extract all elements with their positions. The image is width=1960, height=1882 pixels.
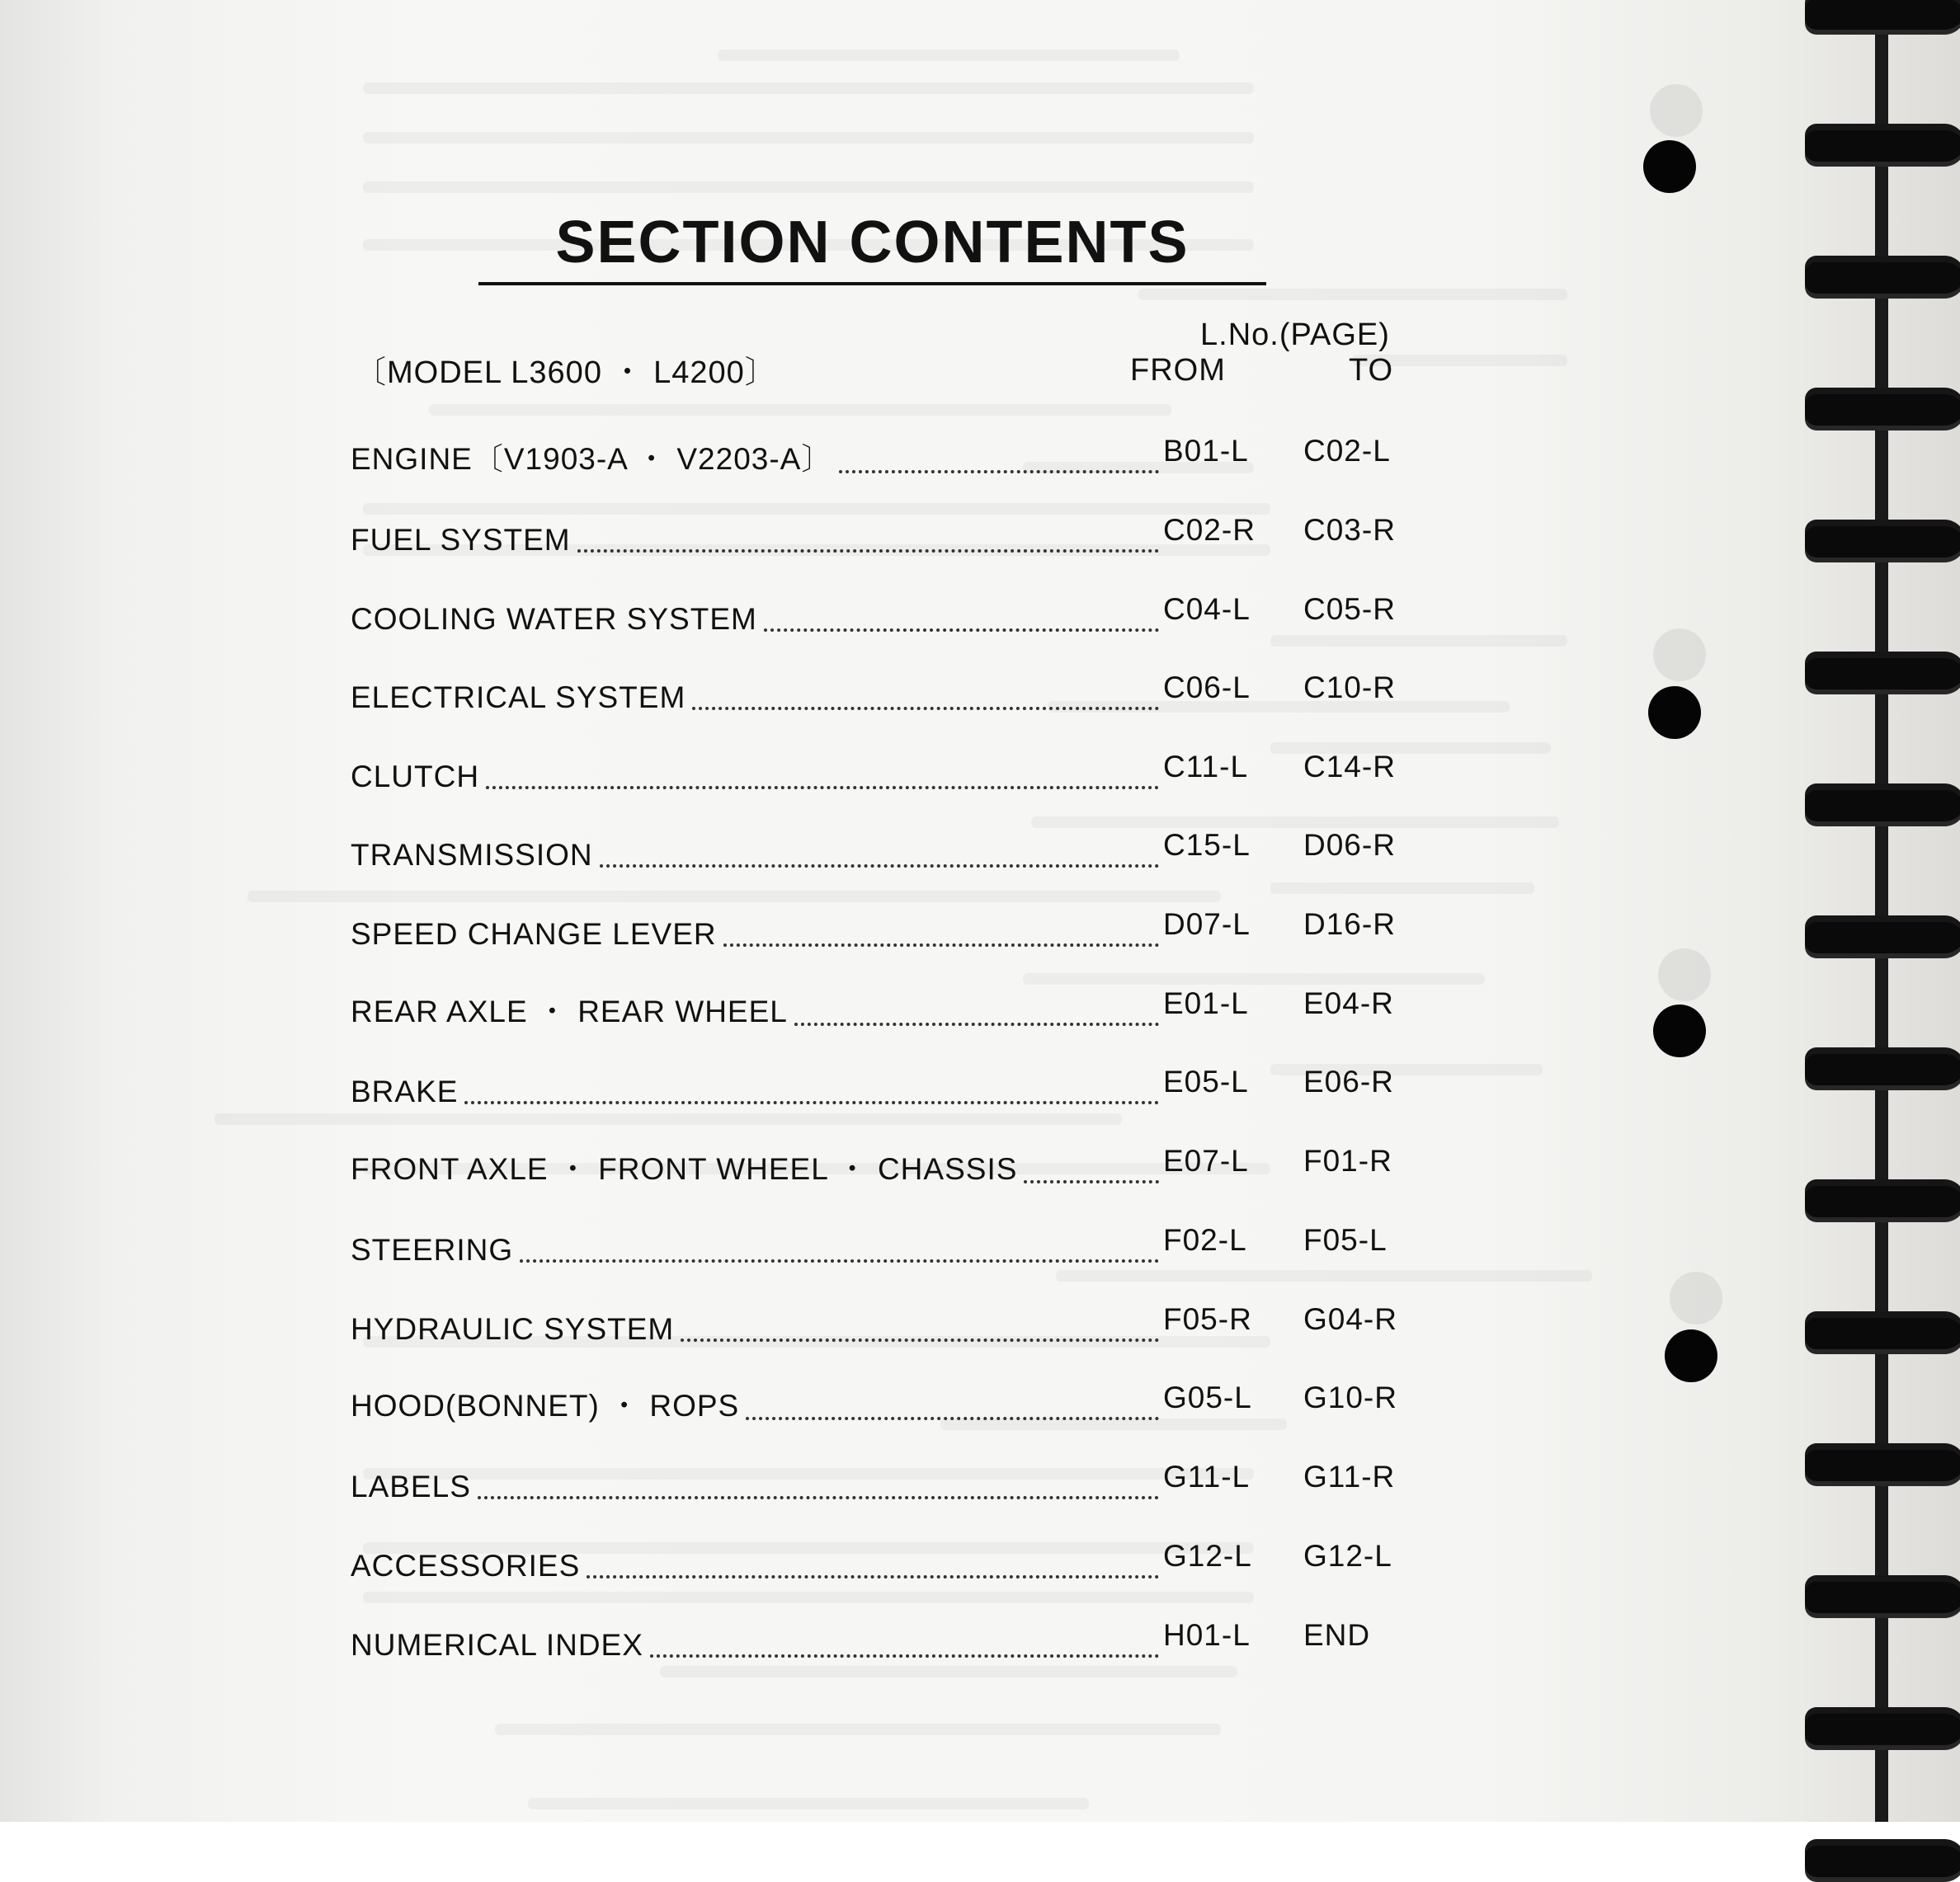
toc-entry: [351, 823, 1439, 873]
toc-entry-from-page: E01-L: [1163, 986, 1249, 1020]
toc-entry-from-page: C06-L: [1163, 670, 1251, 704]
toc-entry: [351, 666, 1439, 715]
toc-entry: [351, 902, 1439, 952]
toc-entry-to-page: G11-R: [1303, 1460, 1396, 1494]
toc-entry-to-page: C03-R: [1303, 513, 1396, 547]
toc-entry-from-page: H01-L: [1163, 1618, 1251, 1652]
bleed-through-line: [1270, 882, 1534, 894]
bleed-through-line: [363, 132, 1254, 144]
toc-entry: [351, 1613, 1439, 1663]
punch-hole: [1643, 140, 1696, 193]
spiral-binding: [1788, 0, 1960, 1822]
bleed-through-line: [247, 891, 1221, 902]
toc-entry-to-page: E04-R: [1303, 986, 1394, 1020]
toc-entry-from-page: C02-R: [1163, 513, 1256, 547]
toc-entry-title: ACCESSORIES: [351, 1549, 581, 1583]
page-heading: SECTION CONTENTS: [555, 209, 1190, 275]
toc-entry-title: LABELS: [351, 1470, 471, 1503]
bleed-through-line: [528, 1798, 1089, 1809]
bleed-through-line: [660, 1666, 1237, 1677]
binding-ring: [1805, 652, 1960, 694]
binding-ring: [1805, 124, 1960, 167]
binding-ring: [1805, 783, 1960, 826]
dot-leader: [486, 786, 1159, 789]
toc-entry-from-page: F02-L: [1163, 1223, 1247, 1257]
dot-leader: [577, 549, 1159, 553]
toc-entry-to-page: F01-R: [1303, 1144, 1392, 1178]
toc-entry-title: FRONT AXLE ・ FRONT WHEEL ・ CHASSIS: [351, 1152, 1018, 1186]
toc-entry: [351, 1376, 1439, 1425]
dot-leader: [520, 1259, 1159, 1263]
toc-entry-from-page: G05-L: [1163, 1381, 1252, 1414]
punch-hole-shadow: [1650, 84, 1703, 137]
dot-leader: [478, 1496, 1159, 1499]
toc-entry-from-page: F05-R: [1163, 1302, 1252, 1336]
toc-entry-title: CLUTCH: [351, 760, 480, 793]
toc-entry: [351, 1139, 1439, 1188]
toc-entry-to-page: E06-R: [1303, 1065, 1394, 1099]
toc-entry: [351, 1534, 1439, 1583]
toc-entry-title: NUMERICAL INDEX: [351, 1628, 643, 1662]
heading-underline: [478, 282, 1266, 285]
bleed-through-line: [1138, 289, 1567, 300]
toc-entry-to-page: D06-R: [1303, 828, 1396, 862]
toc-entry-from-page: D07-L: [1163, 907, 1251, 941]
toc-entry-to-page: G04-R: [1303, 1302, 1397, 1336]
punch-hole-shadow: [1670, 1272, 1722, 1324]
punch-hole: [1648, 686, 1701, 739]
toc-entry: [351, 587, 1439, 637]
toc-entry: [351, 1218, 1439, 1268]
bleed-through-line: [363, 82, 1254, 94]
toc-entry-from-page: G11-L: [1163, 1460, 1251, 1494]
bleed-through-line: [363, 1592, 1254, 1603]
toc-entry-title: TRANSMISSION: [351, 838, 593, 872]
binding-ring: [1805, 915, 1960, 958]
binding-ring: [1805, 1311, 1960, 1354]
toc-entry-title: COOLING WATER SYSTEM: [351, 602, 757, 636]
toc-entry-to-page: G12-L: [1303, 1539, 1392, 1573]
binding-ring: [1805, 1443, 1960, 1486]
bleed-through-line: [1056, 1270, 1592, 1282]
binding-ring: [1805, 1575, 1960, 1618]
dot-leader: [692, 707, 1159, 710]
toc-entry-from-page: C15-L: [1163, 828, 1251, 862]
heading-block: [478, 209, 1266, 275]
toc-entry-title: HYDRAULIC SYSTEM: [351, 1312, 675, 1346]
binding-ring: [1805, 1179, 1960, 1222]
toc-entry-from-page: C04-L: [1163, 592, 1251, 626]
toc-entry-from-page: C11-L: [1163, 750, 1249, 783]
toc-entry-title: REAR AXLE ・ REAR WHEEL: [351, 995, 788, 1028]
toc-entry: [351, 1455, 1439, 1504]
binding-ring: [1805, 0, 1960, 35]
toc-entry-from-page: E07-L: [1163, 1144, 1249, 1178]
punch-hole-shadow: [1658, 948, 1711, 1001]
toc-entry: [351, 1297, 1439, 1347]
toc-entry-from-page: G12-L: [1163, 1539, 1252, 1573]
toc-entry-title: BRAKE: [351, 1075, 459, 1108]
toc-entry-title: FUEL SYSTEM: [351, 523, 571, 557]
dot-leader: [794, 1023, 1159, 1026]
toc-entry-to-page: END: [1303, 1618, 1371, 1652]
dot-leader: [681, 1339, 1159, 1342]
column-from-heading: FROM: [1130, 353, 1226, 388]
toc-entry-to-page: C14-R: [1303, 750, 1396, 783]
binding-ring: [1805, 1047, 1960, 1090]
dot-leader: [600, 864, 1159, 868]
toc-entry-title: SPEED CHANGE LEVER: [351, 917, 717, 951]
dot-leader: [587, 1575, 1159, 1579]
toc-entry-title: ELECTRICAL SYSTEM: [351, 680, 686, 714]
punch-hole: [1653, 1005, 1706, 1057]
toc-entry: [351, 508, 1439, 558]
toc-entry: [351, 981, 1439, 1031]
bleed-through-line: [1270, 635, 1567, 647]
toc-entry-to-page: G10-R: [1303, 1381, 1397, 1414]
dot-leader: [1024, 1180, 1159, 1183]
dot-leader: [746, 1417, 1159, 1420]
toc-entry-from-page: E05-L: [1163, 1065, 1249, 1099]
bleed-through-line: [363, 181, 1254, 193]
toc-entry-title: ENGINE〔V1903-A ・ V2203-A〕: [351, 442, 833, 476]
punch-hole: [1665, 1329, 1717, 1382]
toc-entry: [351, 1060, 1439, 1109]
toc-entry-from-page: B01-L: [1163, 434, 1249, 468]
column-to-heading: TO: [1349, 353, 1394, 388]
dot-leader: [764, 628, 1159, 632]
dot-leader: [650, 1654, 1159, 1658]
bleed-through-line: [429, 404, 1171, 416]
toc-entry-to-page: D16-R: [1303, 907, 1396, 941]
dot-leader: [464, 1101, 1159, 1104]
column-group-heading: L.No.(PAGE): [1200, 318, 1390, 352]
toc-entry: [351, 745, 1439, 794]
punch-hole-shadow: [1653, 628, 1706, 681]
bleed-through-line: [495, 1724, 1221, 1735]
toc-entry-title: STEERING: [351, 1233, 514, 1267]
model-label: 〔MODEL L3600 ・ L4200〕: [355, 355, 777, 390]
binding-ring: [1805, 256, 1960, 299]
toc-entry-title: HOOD(BONNET) ・ ROPS: [351, 1389, 740, 1423]
toc-entry-to-page: C02-L: [1303, 434, 1391, 468]
bleed-through-line: [718, 49, 1180, 61]
binding-ring: [1805, 520, 1960, 562]
bleed-through-line: [214, 1113, 1122, 1125]
toc-entry: [351, 429, 1439, 478]
toc-entry-to-page: F05-L: [1303, 1223, 1388, 1257]
binding-ring: [1805, 1707, 1960, 1750]
binding-ring: [1805, 1839, 1960, 1882]
toc-entry-to-page: C10-R: [1303, 670, 1396, 704]
toc-entry-to-page: C05-R: [1303, 592, 1396, 626]
binding-ring: [1805, 388, 1960, 431]
dot-leader: [723, 943, 1159, 947]
dot-leader: [839, 470, 1159, 473]
